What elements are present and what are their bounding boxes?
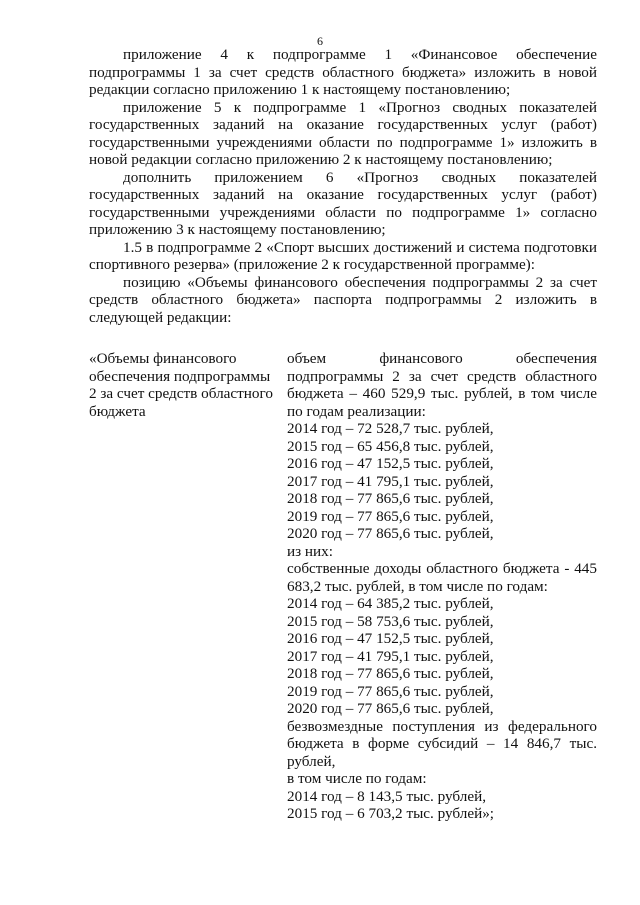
- passport-label: «Объемы финансового обеспечения подпрограммы 2 за счет средств областного бюджета: [89, 350, 273, 420]
- list-item: 2015 год – 65 456,8 тыс. рублей,: [287, 437, 494, 455]
- list-item: 2015 год – 58 753,6 тыс. рублей,: [287, 612, 494, 630]
- passport-left-column: [89, 350, 279, 420]
- list-item: 2017 год – 41 795,1 тыс. рублей,: [287, 647, 494, 665]
- own-income-intro: собственные доходы областного бюджета - 445 683,2 тыс. рублей, в том числе по годам:: [287, 560, 597, 595]
- list-item: 2020 год – 77 865,6 тыс. рублей,: [287, 525, 494, 542]
- federal-intro: безвозмездные поступления из федерального бюджета в форме субсидий – 14 846,7 тыс. рублей,: [287, 717, 597, 770]
- paragraph-appendix-5: приложение 5 к подпрограмме 1 «Прогноз сводных показателей государственных заданий на оказание государственных услуг (работ) государственными учреждениями области по подпрограмме 1» изложить в новой редакции согласно приложению 2 к настоящему постановлению;: [89, 98, 597, 168]
- own-by-year-list: [287, 595, 597, 718]
- list-item: 2019 год – 77 865,6 тыс. рублей,: [287, 682, 494, 700]
- list-item: 2014 год – 72 528,7 тыс. рублей,: [287, 420, 494, 437]
- document-body: [89, 46, 597, 326]
- list-item: 2018 год – 77 865,6 тыс. рублей,: [287, 490, 494, 507]
- federal-sub-label: в том числе по годам:: [287, 770, 427, 787]
- list-item: 2016 год – 47 152,5 тыс. рублей,: [287, 455, 494, 472]
- of-them-label: из них:: [287, 542, 333, 560]
- paragraph-subprogram-2: 1.5 в подпрограмме 2 «Спорт высших достижений и система подготовки спортивного резерва» (приложение 2 к государственной программе):: [89, 238, 597, 273]
- page-number: 6: [317, 34, 323, 48]
- list-item: 2020 год – 77 865,6 тыс. рублей,: [287, 700, 494, 717]
- paragraph-appendix-6: дополнить приложением 6 «Прогноз сводных показателей государственных заданий на оказание государственных услуг (работ) государственными учреждениями области по подпрограмме 1» согласно приложению 3 к настоящему постановлению;: [89, 168, 597, 238]
- list-item: 2014 год – 64 385,2 тыс. рублей,: [287, 595, 494, 612]
- list-item: 2019 год – 77 865,6 тыс. рублей,: [287, 507, 494, 525]
- total-intro: объем финансового обеспечения подпрограммы 2 за счет средств областного бюджета – 460 529,9 тыс. рублей, в том числе по годам реализации:: [287, 350, 597, 420]
- passport-table: [89, 350, 597, 830]
- list-item: 2014 год – 8 143,5 тыс. рублей,: [287, 787, 487, 805]
- list-item: 2016 год – 47 152,5 тыс. рублей,: [287, 630, 494, 647]
- total-by-year-list: [287, 420, 597, 543]
- list-item: 2015 год – 6 703,2 тыс. рублей»;: [287, 805, 495, 822]
- federal-by-year-list: [287, 788, 597, 823]
- list-item: 2018 год – 77 865,6 тыс. рублей,: [287, 665, 494, 682]
- paragraph-position: позицию «Объемы финансового обеспечения подпрограммы 2 за счет средств областного бюджета» паспорта подпрограммы 2 изложить в следующей редакции:: [89, 273, 597, 326]
- paragraph-appendix-4: приложение 4 к подпрограмме 1 «Финансовое обеспечение подпрограммы 1 за счет средств областного бюджета» изложить в новой редакции согласно приложению 1 к настоящему постановлению;: [89, 46, 597, 98]
- list-item: 2017 год – 41 795,1 тыс. рублей,: [287, 472, 494, 490]
- passport-right-column: [287, 350, 597, 823]
